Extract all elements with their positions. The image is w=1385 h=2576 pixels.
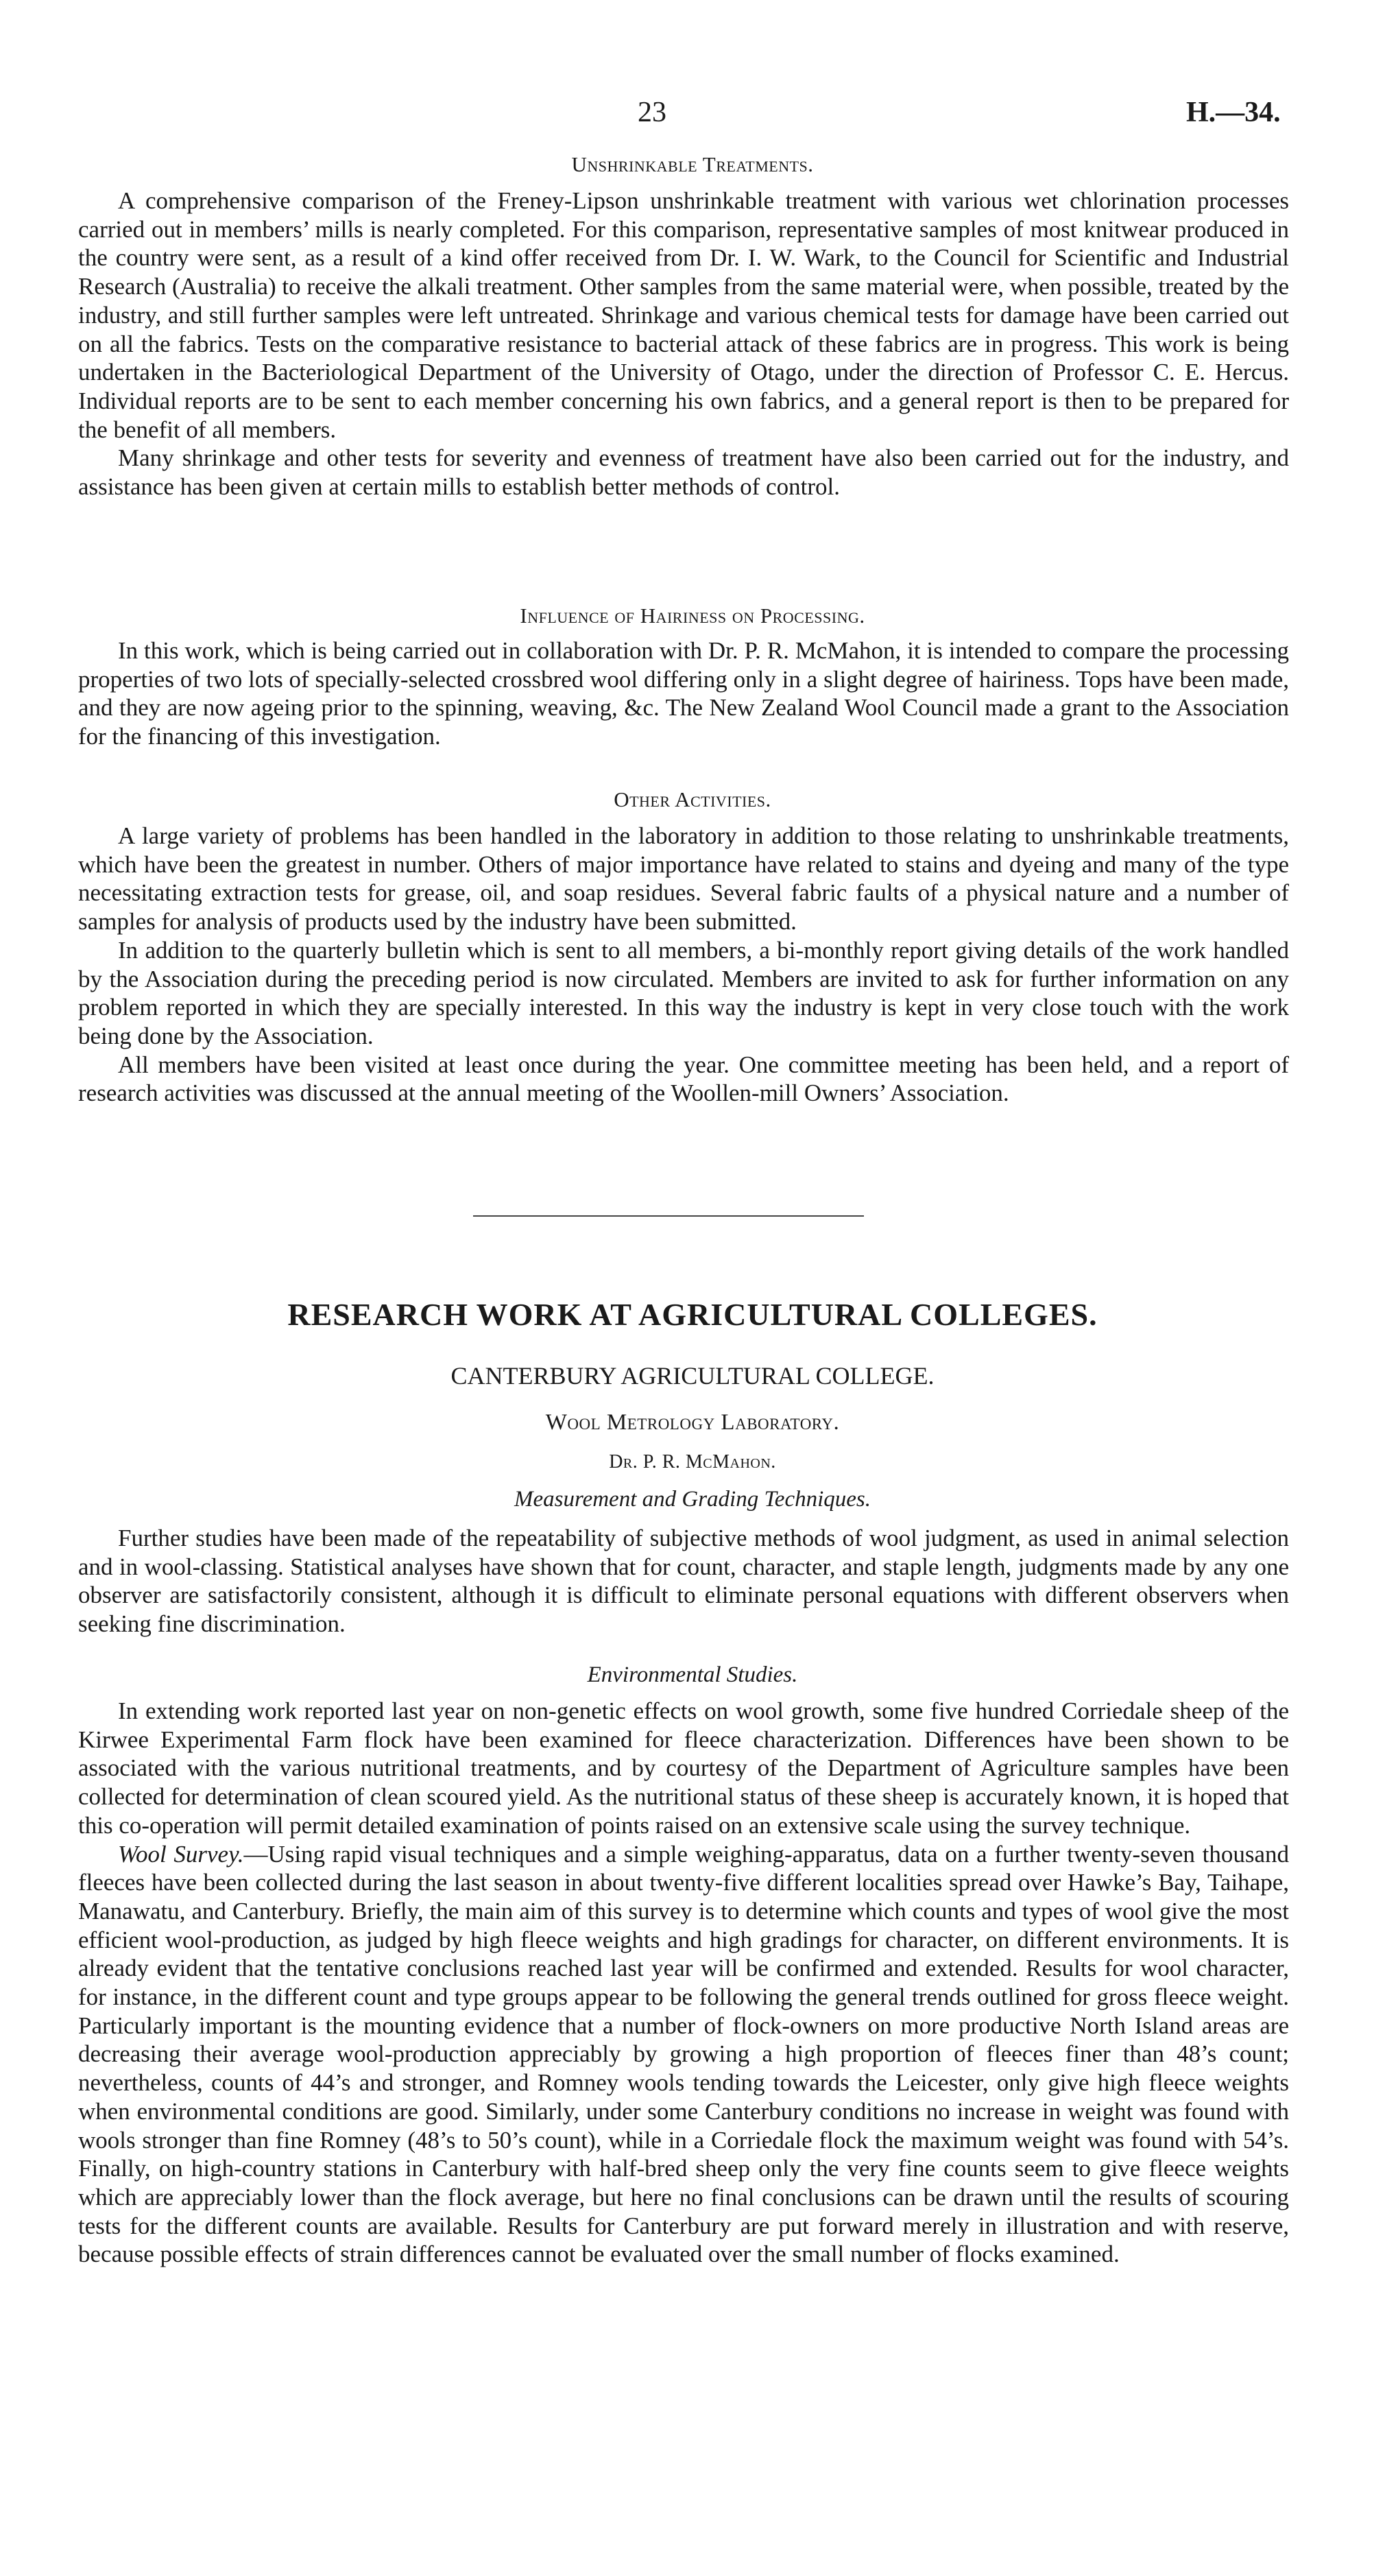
environmental-body (78, 1697, 1289, 2269)
section-divider (473, 1215, 864, 1217)
paragraph: Further studies have been made of the repeatability of subjective methods of wool judgment, as used in animal selection and in wool-classing. Statistical analyses have shown that for count, character, and staple length, judgments made by any one observer are satisfactorily consistent, although it is difficult to eliminate personal equations with different observers when seeking fine discrimination. (78, 1525, 1289, 1638)
paragraph: In this work, which is being carried out in collaboration with Dr. P. R. McMahon, it is intended to compare the processing properties of two lots of specially-selected crossbred wool differing only in a slight degree of hairiness. Tops have been made, and they are now ageing prior to the spinning, weaving, &c. The New Zealand Wool Council made a grant to the Association for the financing of this investigation. (78, 637, 1289, 750)
section-other-activities-body (78, 822, 1289, 1108)
paragraph: All members have been visited at least once during the year. One committee meeting has been held, and a report of research activities was discussed at the annual meeting of the Woollen-mill Owners’ Association. (78, 1051, 1289, 1107)
section-heading-hairiness: Influence of Hairiness on Processing. (520, 604, 865, 628)
section-unshrinkable-body (78, 187, 1289, 501)
paragraph-wool-survey (78, 1840, 1289, 2269)
paragraph: A large variety of problems has been handled in the laboratory in addition to those relating to unshrinkable treatments, which have been the greatest in number. Others of major importance have related to stains and dyeing and many of the type necessitating extraction tests for grease, oil, and soap residues. Several fabric faults of a physical nature and a number of samples for analysis of products used by the industry have been submitted. (78, 822, 1289, 935)
college-heading: CANTERBURY AGRICULTURAL COLLEGE. (450, 1362, 935, 1390)
section-heading-other-activities: Other Activities. (614, 787, 771, 811)
paragraph: In extending work reported last year on non-genetic effects on wool growth, some five hundred Corriedale sheep of the Kirwee Experimental Farm flock have been examined for fleece characterization. Differences have been shown to be associated with the various nutritional treatments, and by courtesy of the Department of Agriculture samples have been collected for determination of clean scoured yield. As the nutritional status of these sheep is accurately known, it is hoped that this co-operation will permit detailed examination of points raised on an extensive scale using the survey technique. (78, 1697, 1289, 1839)
measurement-body (78, 1524, 1289, 1638)
section-heading-unshrinkable: Unshrinkable Treatments. (571, 152, 814, 176)
author: Dr. P. R. McMahon. (609, 1451, 776, 1472)
paragraph: Many shrinkage and other tests for severity and evenness of treatment have also been carried out for the industry, and assistance has been given at certain mills to establish better methods of control. (78, 444, 1289, 501)
wool-survey-text: —Using rapid visual techniques and a simple weighing-apparatus, data on a further twenty-seven thousand fleeces have been collected during the last season in about twenty-five different localities spread over Hawke’s Bay, Taihape, Manawatu, and Canterbury. Briefly, the main aim of this survey is to determine which counts and types of wool give the most efficient wool-production, as judged by high fleece weights and high gradings for character, on different environments. It is already evident that the tentative conclusions reached last year will be confirmed and extended. Results for wool character, for instance, in the different count and type groups appear to be following the general trends outlined for gross fleece weight. Particularly important is the mounting evidence that a number of flock-owners on more productive North Island areas are decreasing their average wool-production appreciably by growing a high proportion of fleeces finer than 48’s count; nevertheless, counts of 44’s and stronger, and Romney wools tending towards the Leicester, only give high fleece weights when environmental conditions are good. Similarly, under some Canterbury conditions no increase in weight was found with wools stronger than fine Romney (48’s to 50’s count), while in a Corriedale flock the maximum weight was found with 54’s. Finally, on high-country stations in Canterbury with half-bred sheep only the very fine counts seem to give fleece weights which are appreciably lower than the flock average, but here no final conclusions can be drawn until the results of scouring tests for the different counts are available. Results for Canterbury are put forward merely in illustration and with reserve, because possible effects of strain differences cannot be evaluated over the small number of flocks examined. (78, 1840, 1289, 2268)
wool-survey-lead: Wool Survey. (118, 1840, 244, 1868)
document-reference: H.—34. (1186, 97, 1281, 128)
laboratory-heading: Wool Metrology Laboratory. (545, 1410, 840, 1435)
page-number: 23 (638, 97, 666, 128)
section-hairiness-body (78, 636, 1289, 751)
subheading-measurement: Measurement and Grading Techniques. (514, 1487, 871, 1512)
paragraph: A comprehensive comparison of the Freney-Lipson unshrinkable treatment with various wet chlorination processes carried out in members’ mills is nearly completed. For this comparison, representative samples of most knitwear produced in the country were sent, as a result of a kind offer received from Dr. I. W. Wark, to the Council for Scientific and Industrial Research (Australia) to receive the alkali treatment. Other samples from the same material were, when possible, treated by the industry, and still further samples were left untreated. Shrinkage and various chemical tests for damage have been carried out on all the fabrics. Tests on the comparative resistance to bacterial attack of these fabrics are in progress. This work is being undertaken in the Bacteriological Department of the University of Otago, under the direction of Professor C. E. Hercus. Individual reports are to be sent to each member concerning his own fabrics, and a general report is then to be prepared for the benefit of all members. (78, 187, 1289, 443)
research-title: RESEARCH WORK AT AGRICULTURAL COLLEGES. (287, 1297, 1098, 1332)
subheading-environmental: Environmental Studies. (587, 1662, 798, 1687)
paragraph: In addition to the quarterly bulletin which is sent to all members, a bi-monthly report giving details of the work handled by the Association during the preceding period is now circulated. Members are invited to ask for further information on any problem reported in which they are specially interested. In this way the industry is kept in very close touch with the work being done by the Association. (78, 936, 1289, 1049)
